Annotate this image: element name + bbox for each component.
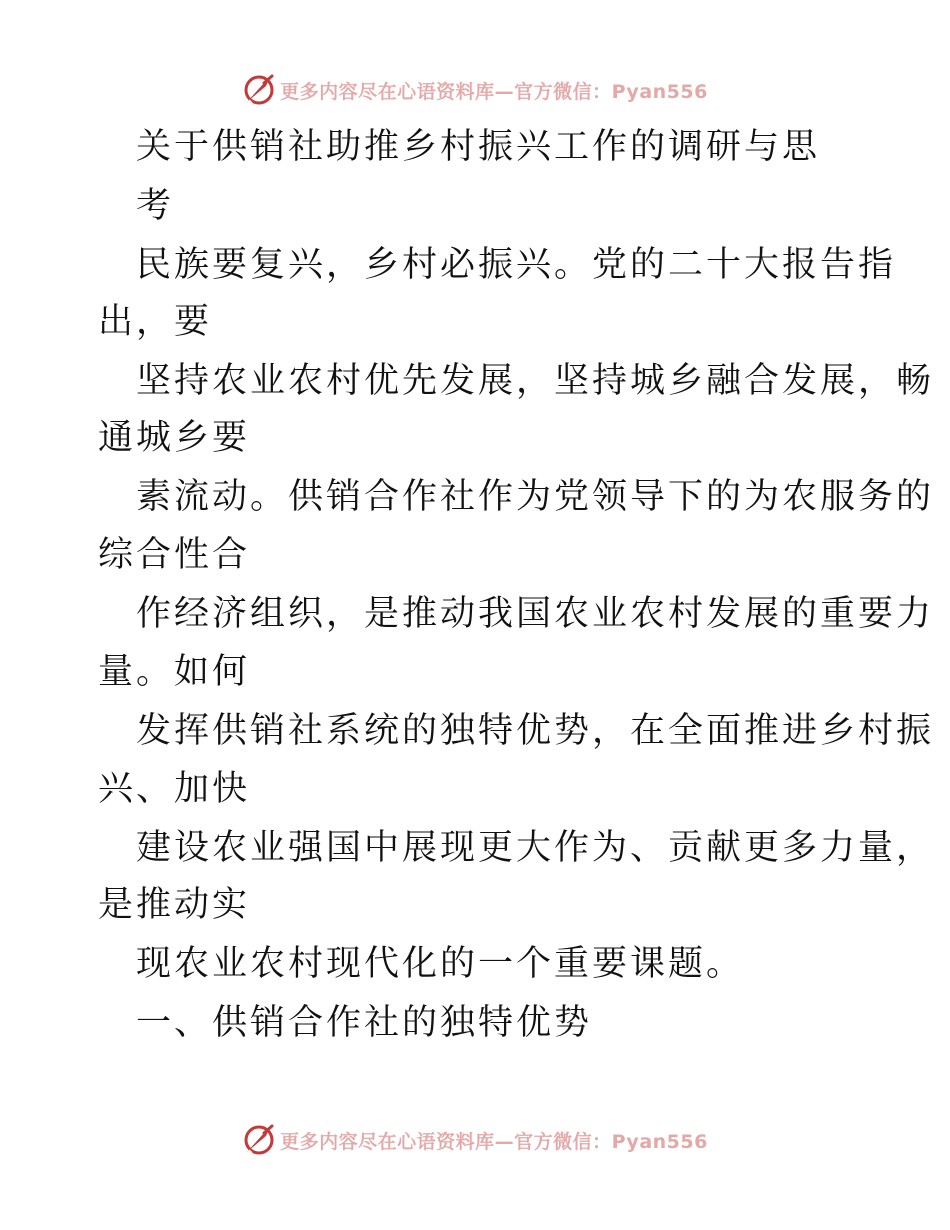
paragraph-line: 现农业农村现代化的一个重要课题。 bbox=[136, 944, 745, 984]
paragraph-line: 出，要 bbox=[98, 302, 213, 342]
paragraph-line: 通城乡要 bbox=[98, 418, 251, 458]
red-pen-circle-icon bbox=[242, 1123, 276, 1157]
paragraph-line: 民族要复兴，乡村必振兴。党的二十大报告指 bbox=[136, 245, 897, 285]
paragraph-line: 是推动实 bbox=[98, 885, 251, 925]
paragraph-line: 素流动。供销合作社作为党领导下的为农服务的 bbox=[136, 477, 935, 517]
paragraph-line: 坚持农业农村优先发展，坚持城乡融合发展，畅 bbox=[136, 361, 935, 401]
watermark-text: 更多内容尽在心语资料库—官方微信：Pyan556 bbox=[280, 80, 708, 103]
watermark-text: 更多内容尽在心语资料库—官方微信：Pyan556 bbox=[280, 1130, 708, 1153]
paragraph-line: 兴、加快 bbox=[98, 769, 251, 809]
watermark-banner-bottom bbox=[0, 1120, 950, 1160]
paragraph-line: 发挥供销社系统的独特优势，在全面推进乡村振 bbox=[136, 711, 935, 751]
paragraph-line: 建设农业强国中展现更大作为、贡献更多力量， bbox=[136, 828, 935, 868]
paragraph-line: 综合性合 bbox=[98, 535, 251, 575]
document-title-line-1: 关于供销社助推乡村振兴工作的调研与思 bbox=[136, 127, 821, 167]
paragraph-line: 作经济组织，是推动我国农业农村发展的重要力 bbox=[136, 594, 935, 634]
paragraph-line: 量。如何 bbox=[98, 652, 251, 692]
section-heading: 一、供销合作社的独特优势 bbox=[136, 1003, 593, 1043]
document-title-line-2: 考 bbox=[136, 186, 175, 226]
